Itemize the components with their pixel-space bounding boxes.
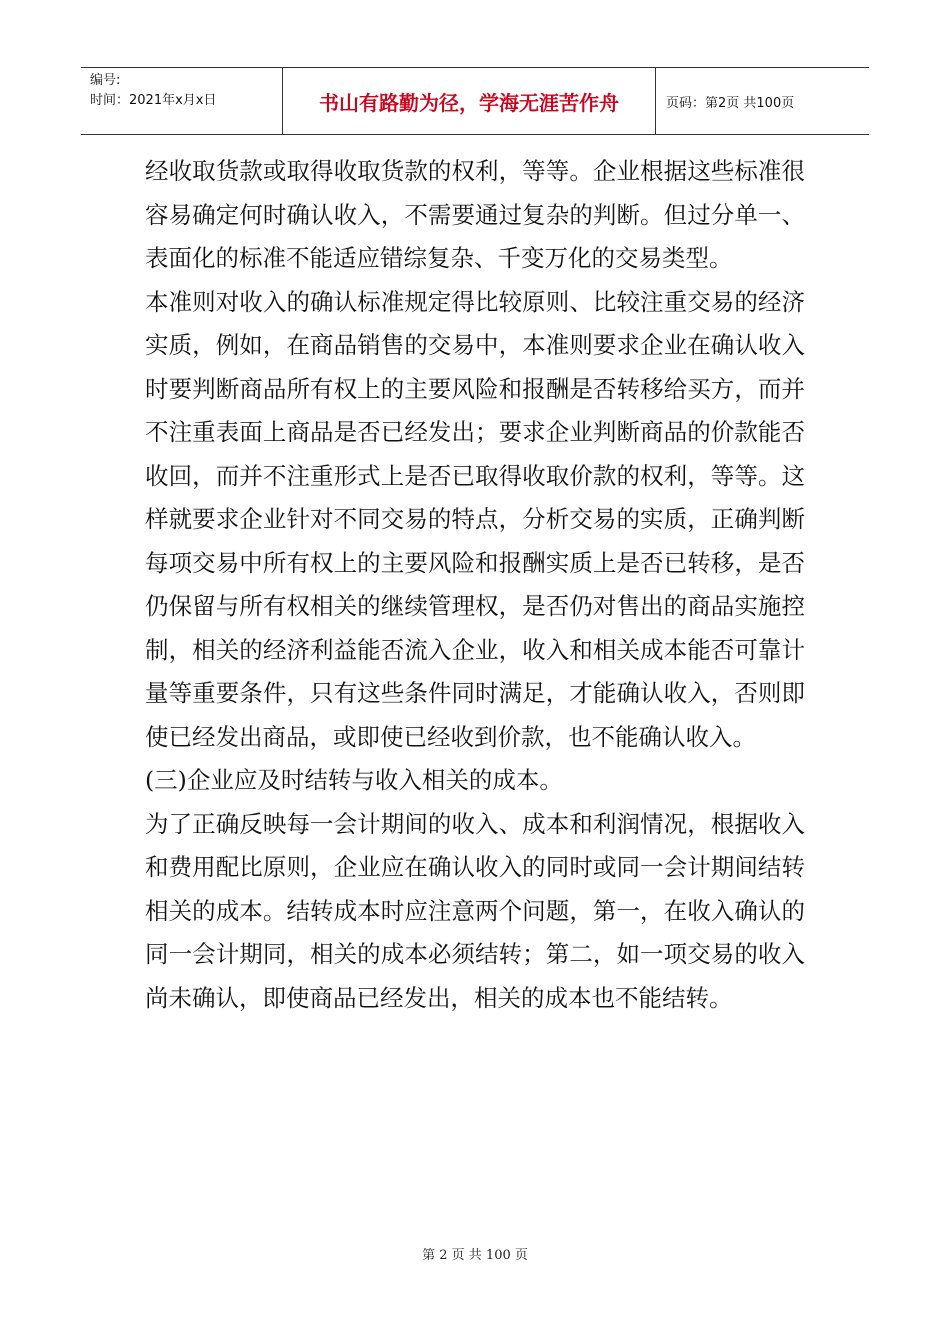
- document-body: [145, 150, 805, 1020]
- body-paragraph: 本准则对收入的确认标准规定得比较原则、比较注重交易的经济实质，例如，在商品销售的交易中，本准则要求企业在确认收入时要判断商品所有权上的主要风险和报酬是否转移给买方，而并不注重表面上商品是否已经发出；要求企业判断商品的价款能否收回，而并不注重形式上是否已取得收取价款的权利，等等。这样就要求企业针对不同交易的特点，分析交易的实质，正确判断每项交易中所有权上的主要风险和报酬实质上是否已转移，是否仍保留与所有权相关的继续管理权，是否仍对售出的商品实施控制，相关的经济利益能否流入企业，收入和相关成本能否可靠计量等重要条件，只有这些条件同时满足，才能确认收入，否则即使已经发出商品，或即使已经收到价款，也不能确认收入。: [145, 287, 805, 751]
- header-page-info: 页码：第2页 共100页: [666, 95, 795, 111]
- body-paragraph: 经收取货款或取得收取货款的权利，等等。企业根据这些标准很容易确定何时确认收入，不需要通过复杂的判断。但过分单一、表面化的标准不能适应错综复杂、千变万化的交易类型。: [145, 157, 805, 272]
- section-heading: (三)企业应及时结转与收入相关的成本。: [145, 766, 563, 794]
- header-meta: [81, 68, 282, 134]
- document-time-label: 时间：2021年x月x日: [90, 93, 217, 108]
- document-number-label: 编号:: [90, 73, 121, 88]
- page-header: [81, 67, 869, 135]
- body-paragraph: 为了正确反映每一会计期间的收入、成本和利润情况，根据收入和费用配比原则，企业应在确认收入的同时或同一会计期间结转相关的成本。结转成本时应注意两个问题，第一，在收入确认的同一会计期同，相关的成本必须结转；第二，如一项交易的收入尚未确认，即使商品已经发出，相关的成本也不能结转。: [145, 809, 805, 1012]
- header-motto: 书山有路勤为径，学海无涯苦作舟: [282, 68, 656, 134]
- page-footer: 第 2 页 共 100 页: [422, 1248, 528, 1263]
